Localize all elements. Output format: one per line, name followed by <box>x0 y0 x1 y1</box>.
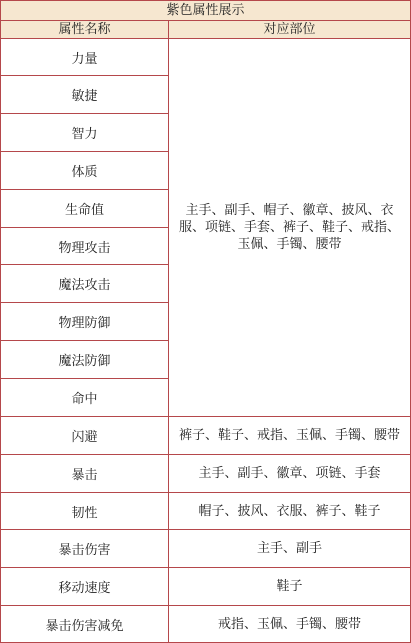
parts-cell: 主手、副手、徽章、项链、手套 <box>198 466 381 481</box>
attr-name-cell: 韧性 <box>71 505 98 521</box>
attr-name-cell: 魔法防御 <box>58 354 111 369</box>
attr-name-cell: 物理防御 <box>58 316 111 331</box>
attr-name-cell: 魔法攻击 <box>58 278 111 293</box>
attr-name-cell: 力量 <box>71 51 98 67</box>
attr-name-cell: 暴击伤害 <box>58 543 111 558</box>
attr-name-cell: 敏捷 <box>71 89 98 104</box>
attr-name-cell: 生命值 <box>64 203 104 218</box>
attr-name-cell: 体质 <box>71 165 98 180</box>
attr-name-cell: 闪避 <box>71 430 98 445</box>
merged-parts-cell: 主手、副手、帽子、徽章、披风、衣服、项链、手套、裤子、鞋子、戒指、玉佩、手镯、腰带 <box>178 203 400 252</box>
attr-name-cell: 暴击 <box>71 468 98 483</box>
attr-name-cell: 命中 <box>71 392 98 407</box>
attr-name-cell: 移动速度 <box>58 581 111 596</box>
attr-name-cell: 暴击伤害减免 <box>45 618 124 634</box>
attr-name-cell: 物理攻击 <box>58 240 111 256</box>
table-title: 紫色属性展示 <box>1 1 410 21</box>
parts-cell: 裤子、鞋子、戒指、玉佩、手镯、腰带 <box>178 428 400 443</box>
parts-cell: 鞋子 <box>276 579 303 594</box>
attr-name-cell: 智力 <box>71 127 98 142</box>
header-attribute-name: 属性名称 <box>1 21 169 39</box>
parts-cell: 主手、副手 <box>256 541 322 556</box>
parts-cell: 帽子、披风、衣服、裤子、鞋子 <box>198 503 381 519</box>
parts-cell: 戒指、玉佩、手镯、腰带 <box>217 616 361 632</box>
header-equipment-parts: 对应部位 <box>169 21 410 39</box>
